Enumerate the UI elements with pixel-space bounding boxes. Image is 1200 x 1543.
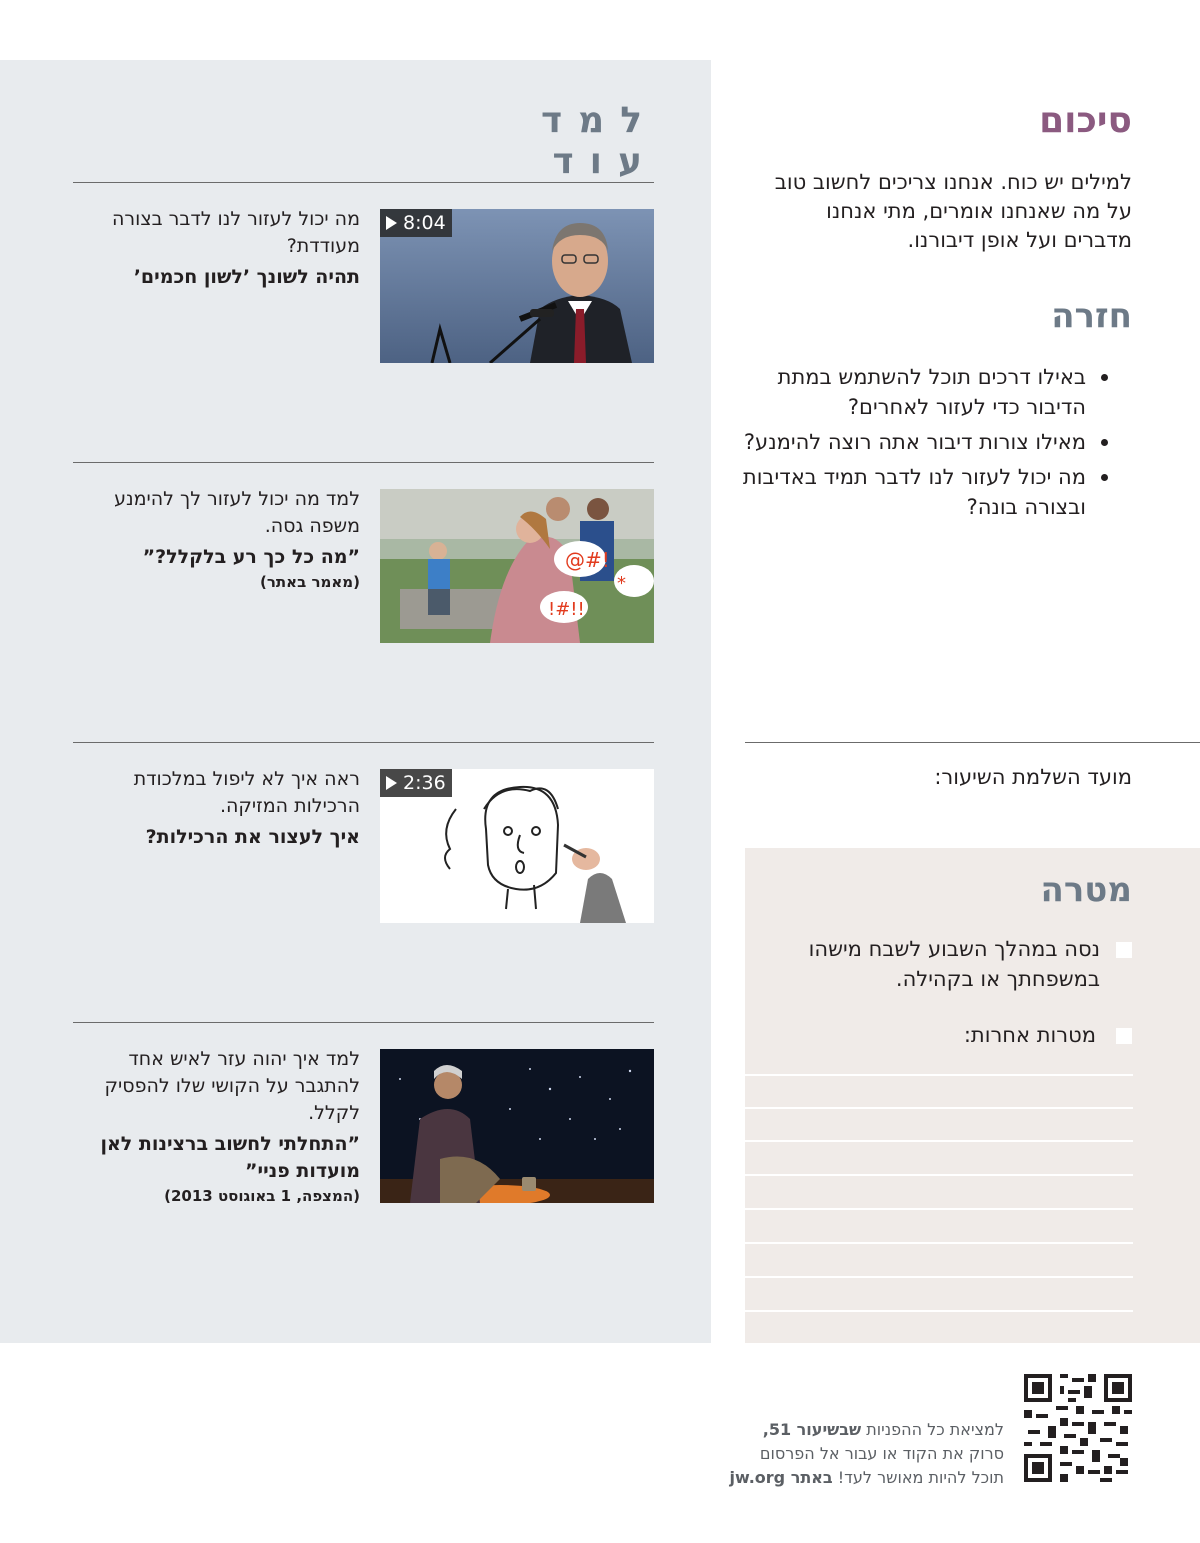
play-icon: [386, 216, 397, 230]
goal-item: מטרות אחרות:: [963, 1023, 1096, 1047]
item-description: מה יכול לעזור לנו לדבר בצורה מעודדת?: [112, 208, 360, 257]
goal-item: נסה במהלך השבוע לשבח מישהו במשפחתך או בקהילה.: [808, 937, 1100, 991]
svg-text:*: *: [617, 573, 626, 594]
item-link[interactable]: ”התחלתי לחשוב ברצינות לאן מועדות פניי”: [100, 1133, 360, 1182]
night-sky-image: [380, 1049, 654, 1203]
divider: [73, 462, 654, 463]
teens-image: [380, 489, 654, 643]
goal-title: מטרה: [1040, 870, 1132, 910]
writing-line[interactable]: [745, 1310, 1133, 1312]
footer-line: תוכל להיות מאושר לעד! באתר jw.org: [729, 1468, 1004, 1487]
bullet: [1101, 474, 1108, 481]
svg-text:@#!: @#!: [565, 548, 610, 572]
divider: [73, 742, 654, 743]
learn-more-item: [100, 1046, 360, 1207]
item-note: (המצפה, 1 באוגוסט 2013): [164, 1187, 360, 1205]
svg-text:!#!!: !#!!: [548, 599, 585, 620]
goal-panel: [745, 848, 1200, 1343]
review-question: מאילו צורות דיבור אתה רוצה להימנע?: [730, 427, 1086, 457]
footer-line: למציאת כל ההפניות שבשיעור 51,: [762, 1420, 1004, 1439]
footer-line: סרוק את הקוד או עבור אל הפרסום: [759, 1444, 1004, 1463]
video-thumbnail-speaker[interactable]: [380, 209, 654, 363]
item-note: (מאמר באתר): [260, 573, 360, 591]
item-description: ראה איך לא ליפול במלכודת הרכילות המזיקה.: [133, 768, 360, 817]
other-goals-checkbox[interactable]: [1116, 1028, 1132, 1044]
writing-line[interactable]: [745, 1276, 1133, 1278]
completion-date-label: מועד השלמת השיעור:: [934, 765, 1132, 789]
writing-line[interactable]: [745, 1174, 1133, 1176]
writing-line[interactable]: [745, 1208, 1133, 1210]
writing-line[interactable]: [745, 1242, 1133, 1244]
item-link[interactable]: ”מה כל כך רע בלקלל?”: [142, 546, 360, 568]
jw-org-link[interactable]: באתר jw.org: [729, 1468, 833, 1487]
writing-line[interactable]: [745, 1140, 1133, 1142]
divider: [73, 182, 654, 183]
review-title: חזרה: [1051, 296, 1132, 336]
qr-code[interactable]: [1024, 1374, 1132, 1482]
video-duration: 2:36: [380, 769, 452, 797]
footer-text: [640, 1418, 1004, 1490]
learn-more-item: [100, 206, 360, 291]
goal-checkbox[interactable]: [1116, 942, 1132, 958]
video-thumbnail-drawing[interactable]: [380, 769, 654, 923]
review-question: באילו דרכים תוכל להשתמש במתת הדיבור כדי לעזור לאחרים?: [730, 362, 1086, 422]
learn-more-item: [100, 766, 360, 851]
writing-line[interactable]: [745, 1074, 1133, 1076]
learn-more-title: למד עוד: [541, 100, 658, 182]
item-link[interactable]: תהיה לשונך ’לשון חכמים’: [133, 266, 360, 288]
bullet: [1101, 374, 1108, 381]
article-thumbnail-teens[interactable]: [380, 489, 654, 643]
item-description: למד מה יכול לעזור לך להימנע משפה גסה.: [114, 488, 360, 537]
review-questions: [730, 362, 1086, 527]
summary-text: למילים יש כוח. אנחנו צריכים לחשוב טוב על מה שאנחנו אומרים, מתי אנחנו מדברים ועל אופן דיבורנו.: [774, 170, 1132, 252]
item-link[interactable]: איך לעצור את הרכילות?: [145, 826, 360, 848]
article-thumbnail-night[interactable]: [380, 1049, 654, 1203]
review-question: מה יכול לעזור לנו לדבר תמיד באדיבות ובצורה בונה?: [730, 462, 1086, 522]
writing-line[interactable]: [745, 1107, 1133, 1109]
video-duration: 8:04: [380, 209, 452, 237]
divider: [745, 742, 1200, 743]
item-description: למד איך יהוה עזר לאיש אחד להתגבר על הקושי שלו להפסיק לקלל.: [104, 1048, 360, 1124]
bullet: [1101, 439, 1108, 446]
learn-more-item: [100, 486, 360, 593]
play-icon: [386, 776, 397, 790]
summary-title: סיכום: [1039, 100, 1132, 141]
divider: [73, 1022, 654, 1023]
